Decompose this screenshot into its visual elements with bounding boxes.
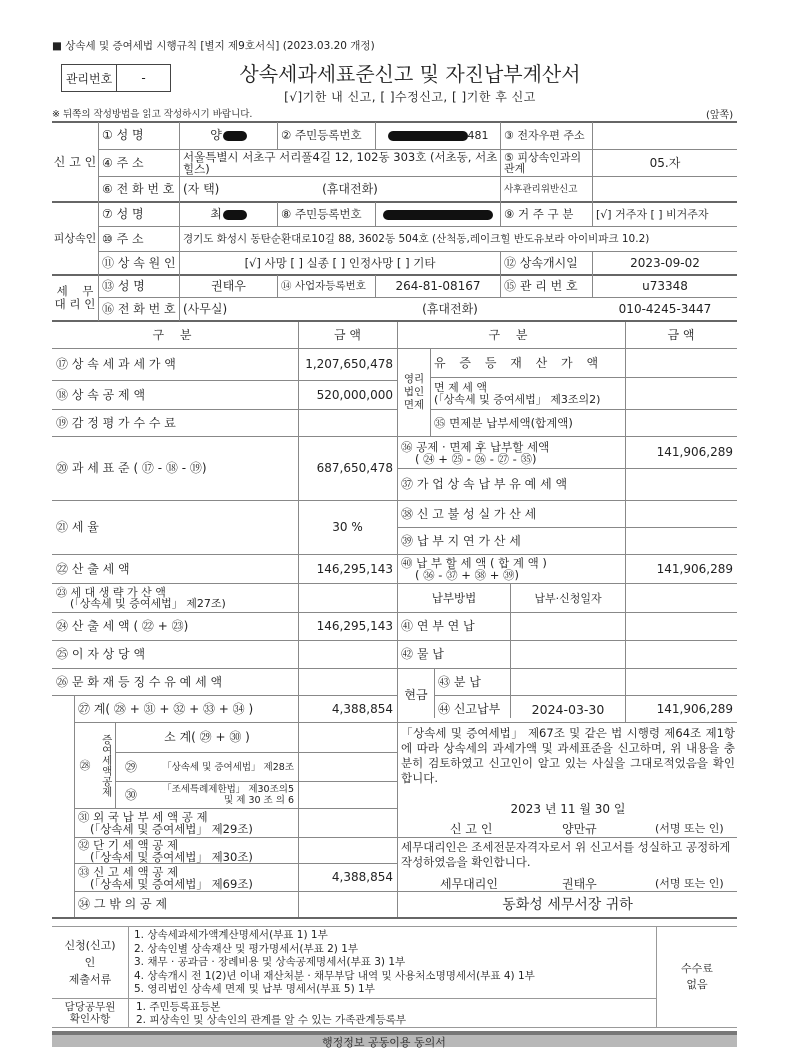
agent-name-label: ⑬ 성 명 [102,279,145,293]
filer-address-field[interactable]: 서울특별시 서초구 서리풀4길 12, 102동 303호 (서초동, 서초 힐스) [183,150,498,176]
row-32-label: ㉜ 단 기 세 액 공 제 (「상속세 및 증여세법」 제30조) [78,838,253,863]
split-payment-date[interactable] [511,669,625,695]
consent-band [52,1035,737,1047]
filer-name-label: ① 성 명 [102,128,144,142]
row-17-label: ⑰ 상 속 세 과 세 가 액 [56,357,176,371]
row-32-amount[interactable] [298,838,397,863]
declaration-text: 「상속세 및 증여세법」 제67조 및 같은 법 시행령 제64조 제1항에 따라 상속세의 과세가액 및 과세표준을 신고하며, 위 내용을 충분히 검토하였고 신고인이 알고 있는 사실을 그대로적었음을 확인합니다. [401,726,735,785]
filer-phone-label: ⑥ 전 화 번 호 [102,181,175,196]
agent-office-phone-field[interactable]: (사무실) [183,301,228,316]
filer-rrn-field[interactable]: 481 [376,122,500,149]
filer-sign-label: 신 고 인 [450,822,493,836]
right-amount-header: 금 액 [667,327,695,342]
post-management-label: 사후관리위반신고 [504,183,578,195]
row-18-label: ⑱ 상 속 공 제 액 [56,387,146,402]
filing-payment-label: ㊹ 신고납부 [438,701,501,716]
attachment-item: 4. 상속개시 전 1(2)년 이내 재산처분 · 채무부담 내역 및 사용처소명명세서(부표 4) 1부 [134,969,535,982]
row-27-amount[interactable]: 4,388,854 [331,701,393,716]
filing-payment-date[interactable]: 2024-03-30 [531,701,605,717]
row-31-amount[interactable] [298,809,397,837]
row-24-amount[interactable]: 146,295,143 [316,619,393,633]
decedent-name-label: ⑦ 성 명 [102,207,144,221]
decedent-rrn-field[interactable] [376,203,500,226]
filing-payment-amount[interactable]: 141,906,289 [656,701,733,716]
decedent-section-label: 피상속인 [53,232,97,245]
row-38-label: ㊳ 신 고 불 성 실 가 산 세 [401,506,537,521]
left-category-header: 구 분 [152,327,198,342]
inheritance-start-date-label: ⑫ 상속개시일 [504,255,578,270]
row-25-amount[interactable] [298,641,397,668]
filer-rrn-label: ② 주민등록번호 [281,128,362,142]
bequest-property-amount[interactable] [625,349,737,377]
payment-date-header: 납부·신청일자 [534,591,602,605]
attachment-item: 2. 상속인별 상속재산 및 평가명세서(부표 2) 1부 [134,942,359,955]
corp-exempt-group-label: 영리법인면제 [403,373,425,411]
row-29-amount[interactable] [298,753,397,781]
row-35-label: ㉟ 면제분 납부세액(합계액) [434,415,573,430]
agent-mobile-phone-label: (휴대전화) [422,301,478,316]
row-39-amount[interactable] [625,528,737,554]
tax-office-addressee: 동화성 세무서장 귀하 [502,897,633,913]
attachment-item: 5. 영리법인 상속세 면제 및 납부 명세서(부표 5) 1부 [134,983,375,995]
row-24-label: ㉔ 산 출 세 액 ( ㉒ + ㉓) [56,619,189,633]
row-37-label: ㊲ 가 업 상 속 납 부 유 예 세 액 [401,477,568,491]
gift-credit-subtotal-amount[interactable] [298,723,397,752]
installment-label: ㊶ 연 부 연 납 [401,619,475,633]
row-38-amount[interactable] [625,501,737,527]
row-23-amount[interactable] [298,584,397,612]
split-payment-amount[interactable] [625,669,737,695]
row-20-amount[interactable]: 687,650,478 [316,461,393,475]
row-33-amount[interactable]: 4,388,854 [331,870,393,884]
filer-mobile-phone-field[interactable]: (휴대전화) [322,181,378,196]
redaction-mark [223,210,247,220]
row-27-label: ㉗ 계( ㉘ + ㉛ + ㉜ + ㉝ + ㉞ ) [78,701,254,716]
residency-field[interactable]: [√] 거주자 [ ] 비거주자 [596,208,709,221]
filer-section-label: 신 고 인 [53,154,97,169]
inheritance-cause-label: ⑪ 상 속 원 인 [102,255,176,270]
installment-amount[interactable] [625,613,737,640]
row-29-number: ㉙ [124,759,137,774]
tax-agent-section-label: 세 무 대 리 인 [54,284,96,311]
row-37-amount[interactable] [625,469,737,500]
row-20-label: ⑳ 과 세 표 준 ( ⑰ - ⑱ - ⑲) [56,461,207,475]
filer-sign-name: 양만규 [562,822,597,836]
instruction-note: ※ 뒤쪽의 작성방법을 읽고 작성하시기 바랍니다. [52,109,253,120]
exempt-tax-amount[interactable] [625,378,737,409]
row-33-label: ㉝ 신 고 세 액 공 제 (「상속세 및 증여세법」 제69조) [78,864,253,891]
filer-signature-field[interactable]: (서명 또는 인) [655,822,724,835]
row-36-amount[interactable]: 141,906,289 [656,445,733,459]
agent-mgmt-no-label: ⑮ 관 리 번 호 [504,279,578,293]
residency-label: ⑨ 거 주 구 분 [504,207,574,221]
agent-name-field[interactable]: 권태우 [211,279,246,293]
decedent-name-field[interactable]: 최 [180,203,277,226]
agent-sign-label: 세무대리인 [440,877,498,891]
row-30-amount[interactable] [298,782,397,808]
fee-box: 수수료 없음 [681,962,713,991]
cash-label: 현금 [404,688,428,702]
row-22-label: ㉒ 산 출 세 액 [56,561,130,576]
gift-credit-group-label: 증여세액공제 [100,734,113,797]
decedent-address-field[interactable]: 경기도 화성시 동탄순환대로10길 88, 3602동 504호 (산척동,레이크힐 반도유보라 아이비파크 10.2) [183,232,650,245]
in-kind-date[interactable] [511,641,625,668]
management-number-value: - [141,71,146,85]
post-management-field[interactable] [593,177,737,201]
row-17-amount[interactable]: 1,207,650,478 [305,357,393,371]
agent-sign-name: 권태우 [562,877,597,891]
filer-email-field[interactable] [593,122,737,149]
row-31-label: ㉛ 외 국 납 부 세 액 공 제 (「상속세 및 증여세법」 제29조) [78,810,253,836]
filing-type: [√]기한 내 신고, [ ]수정신고, [ ]기한 후 신고 [284,90,536,104]
row-26-amount[interactable] [298,669,397,695]
left-amount-header: 금 액 [334,327,361,342]
agent-mobile-phone-field[interactable]: 010-4245-3447 [618,301,712,316]
row-18-amount[interactable]: 520,000,000 [316,387,393,402]
decedent-address-label: ⑩ 주 소 [102,231,144,246]
row-29-label: 「상속세 및 증여세법」 제28조 [162,761,294,773]
decedent-rrn-label: ⑧ 주민등록번호 [281,207,362,221]
redaction-mark [223,131,247,141]
row-21-label: ㉑ 세 율 [56,520,99,534]
agent-declaration-text: 세무대리인은 조세전문자격자로서 위 신고서를 성실하고 공정하게 작성하였음을 확인합니다. [401,840,731,869]
attachment-item: 1. 상속세과세가액계산명세서(부표 1) 1부 [134,929,328,941]
attachment-item: 3. 채무 · 공과금 · 장례비용 및 상속공제명세서(부표 3) 1부 [134,956,406,968]
filer-address-label: ④ 주 소 [102,155,144,170]
right-category-header: 구 분 [488,327,534,342]
row-19-label: ⑲ 감 정 평 가 수 수 료 [56,415,176,430]
row-28-number: ㉘ [79,759,91,772]
bequest-property-label: 유 증 등 재 산 가 액 [434,355,604,370]
officer-check-item: 2. 피상속인 및 상속인의 관계를 알 수 있는 가족관계등록부 [136,1013,407,1026]
row-39-label: ㊴ 납 부 지 연 가 산 세 [401,533,521,548]
row-34-label: ㉞ 그 밖 의 공 제 [78,897,168,911]
agent-biz-no-label: ⑭ 사업자등록번호 [281,280,366,292]
filer-relation-field[interactable]: 05.자 [649,155,681,170]
officer-check-item: 1. 주민등록표등본 [136,1001,221,1013]
row-40-label: ㊵ 납 부 할 세 액 ( 합 계 액 ) ( ㊱ - ㊲ + ㊳ + ㊴) [401,556,547,582]
payment-method-header: 납부방법 [431,590,477,605]
row-36-label: ㊱ 공제 · 면제 후 납부할 세액 ( ㉔ + ㉕ - ㉖ - ㉗ - ㉟) [401,439,550,466]
filer-email-label: ③ 전자우편 주소 [504,129,585,142]
gift-credit-subtotal-label: 소 계( ㉙ + ㉚ ) [164,730,250,744]
redaction-mark [383,210,493,220]
row-40-amount[interactable]: 141,906,289 [656,561,733,576]
management-number-label: 관리번호 [62,65,117,91]
filer-relation-label: ⑤ 피상속인과의 관계 [504,151,582,175]
filer-name-field[interactable]: 양 [180,122,277,149]
installment-date[interactable] [511,613,625,640]
row-26-label: ㉖ 문 화 재 등 징 수 유 예 세 액 [56,674,223,689]
inheritance-cause-field[interactable]: [√] 사망 [ ] 실종 [ ] 인정사망 [ ] 기타 [244,255,436,270]
row-25-label: ㉕ 이 자 상 당 액 [56,647,146,661]
page-title: 상속세과세표준신고 및 자진납부계산서 [239,62,581,86]
row-23-label: ㉓ 세 대 생 략 가 산 액 (「상속세 및 증여세법」 제27조) [56,586,226,610]
row-21-amount[interactable]: 30 % [332,520,363,534]
page-side-label: (앞쪽) [706,110,734,121]
row-34-amount[interactable] [298,892,397,917]
declaration-date: 2023 년 11 월 30 일 [510,802,626,816]
agent-mgmt-no-field[interactable]: u73348 [642,279,688,293]
in-kind-label: ㊷ 물 납 [401,647,444,661]
split-payment-label: ㊸ 분 납 [438,674,481,689]
attachments-list [134,929,654,997]
filer-home-phone-field[interactable]: (자 택) [183,181,220,196]
consent-band-title: 행정정보 공동이용 동의서 [322,1036,446,1049]
management-number-box [61,64,171,92]
attachments-label: 신청(신고) 인 제출서류 [64,939,116,986]
row-30-label: 「조세특례제한법」 제30조의5 및 제 30 조 의 6 [162,784,294,806]
redaction-mark [388,131,468,141]
agent-biz-no-field[interactable]: 264-81-08167 [395,279,481,293]
row-30-number: ㉚ [124,787,137,802]
regulation-reference: ■ 상속세 및 증여세법 시행규칙 [별지 제9호서식] (2023.03.20 개정) [52,40,375,52]
row-22-amount[interactable]: 146,295,143 [316,561,393,576]
agent-signature-field[interactable]: (서명 또는 인) [655,877,724,890]
row-19-amount[interactable] [298,410,397,436]
in-kind-amount[interactable] [625,641,737,668]
exempt-tax-label: 면 제 세 액 (「상속세 및 증여세법」 제3조의2) [434,380,601,406]
agent-phone-label: ⑯ 전 화 번 호 [102,301,176,316]
officer-check-label: 담당공무원 확인사항 [64,1001,116,1025]
officer-check-list [136,1001,656,1026]
inheritance-start-date-field[interactable]: 2023-09-02 [630,255,700,270]
row-35-amount[interactable] [625,410,737,436]
